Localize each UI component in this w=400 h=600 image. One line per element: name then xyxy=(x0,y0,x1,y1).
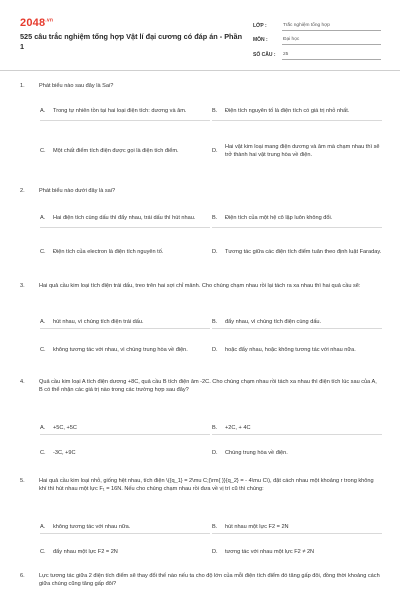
option-c[interactable]: C. không tương tác với nhau, vì chúng trung hòa về điện. xyxy=(40,347,188,353)
meta-row-subject xyxy=(253,31,381,46)
meta-value: 25 xyxy=(282,52,381,60)
meta-key: SỐ CÂU : xyxy=(253,51,276,58)
meta-value: Đại học xyxy=(282,37,381,45)
option-b[interactable]: B. Điện tích của một hệ cô lập luôn không đổi. xyxy=(212,208,382,228)
document-title: 525 câu trắc nghiệm tổng hợp Vật lí đại cương có đáp án - Phần 1 xyxy=(20,32,243,51)
meta-row-count xyxy=(253,45,381,60)
option-d[interactable]: D. Hai vật kim loại mang điện dương và âm mà chạm nhau thì sẽ trở thành hai vật trung hòa về điện. xyxy=(212,144,380,158)
meta-key: LỚP : xyxy=(253,22,267,29)
option-d[interactable]: D. tương tác với nhau một lực F2 ≠ 2N xyxy=(212,548,315,555)
option-a[interactable]: A. hút nhau, vì chúng tích điện trái dấu. xyxy=(40,316,210,329)
option-a[interactable]: A. Hai điện tích cùng dấu thì đẩy nhau, trái dấu thì hút nhau. xyxy=(40,208,210,228)
option-a[interactable]: A. không tương tác với nhau nữa. xyxy=(40,521,210,534)
option-c[interactable]: C. Một chất điểm tích điện được gọi là điện tích điểm. xyxy=(40,148,179,154)
option-d[interactable]: D. Chúng trung hòa về điện. xyxy=(212,449,288,456)
option-c[interactable]: C. Điện tích của electron là điện tích nguyên tố. xyxy=(40,249,164,255)
option-a[interactable]: A. +5C, +5C xyxy=(40,422,210,435)
question-1 xyxy=(20,82,382,90)
document-meta xyxy=(253,16,381,60)
option-d[interactable]: D. Tương tác giữa các điện tích điểm tuân theo định luật Faraday. xyxy=(212,249,382,255)
question-3: 3. Hai quả cầu kim loại tích điện trái dấu, treo trên hai sợi chỉ mảnh. Cho chúng chạm nhau rồi lại tách ra xa nhau thì hai quả cầu sẽ: xyxy=(20,283,361,289)
meta-key: MÔN : xyxy=(253,37,268,43)
option-b[interactable]: B. đẩy nhau, vì chúng tích điện cùng dấu. xyxy=(212,316,382,329)
question-2: 2. Phát biểu nào dưới đây là sai? xyxy=(20,188,116,194)
option-d[interactable]: D. hoặc đẩy nhau, hoặc không tương tác với nhau nữa. xyxy=(212,347,356,353)
option-b[interactable]: B. Điện tích nguyên tố là điện tích có giá trị nhỏ nhất. xyxy=(212,102,382,121)
meta-row-class xyxy=(253,16,381,31)
option-b[interactable]: B. hút nhau một lực F2 = 2N xyxy=(212,521,382,534)
site-logo[interactable]: $2048^{.vn}$ xyxy=(20,17,54,29)
option-b[interactable]: B. +2C, + 4C xyxy=(212,422,382,435)
document-header xyxy=(0,0,400,66)
meta-value: Trắc nghiệm tổng hợp xyxy=(282,23,381,31)
option-c[interactable]: C. đẩy nhau một lực F2 = 2N xyxy=(40,548,118,555)
option-c[interactable]: C. -3C, +9C xyxy=(40,449,76,456)
question-text: Phát biểu nào sau đây là Sai? xyxy=(39,83,114,89)
question-6: 6. Lực tương tác giữa 2 điện tích điểm sẽ thay đổi thế nào nếu ta cho độ lớn của mỗi điện tích điểm đó tăng gấp đôi, đồng thời khoảng cách giữa chúng cũng tăng gấp đôi? xyxy=(20,573,380,587)
question-5: 5. Hai quả cầu kim loại nhỏ, giống hệt nhau, tích điện \({q_1} = 2\mu C;{\rm{ }}{q_2} = - 4\mu C\), đặt cách nhau một khoảng r trong không khí thì hút nhau một lực F₁ = 16N. Nếu cho chúng chạm nhau rồi đưa về vị trí cũ thì chúng: xyxy=(20,478,374,492)
question-number: 1. xyxy=(20,83,25,89)
option-a[interactable]: A. Trong tự nhiên tồn tại hai loại điện tích: dương và âm. xyxy=(40,102,210,121)
question-4: 4. Quả cầu kim loại A tích điện dương +8C, quả cầu B tích điện âm -2C. Cho chúng chạm nhau rồi tách xa nhau thì điện tích lúc sau của A, B có thể nhận các giá trị nào trong các trường hợp sau đây? xyxy=(20,379,377,393)
header-divider xyxy=(0,70,400,71)
